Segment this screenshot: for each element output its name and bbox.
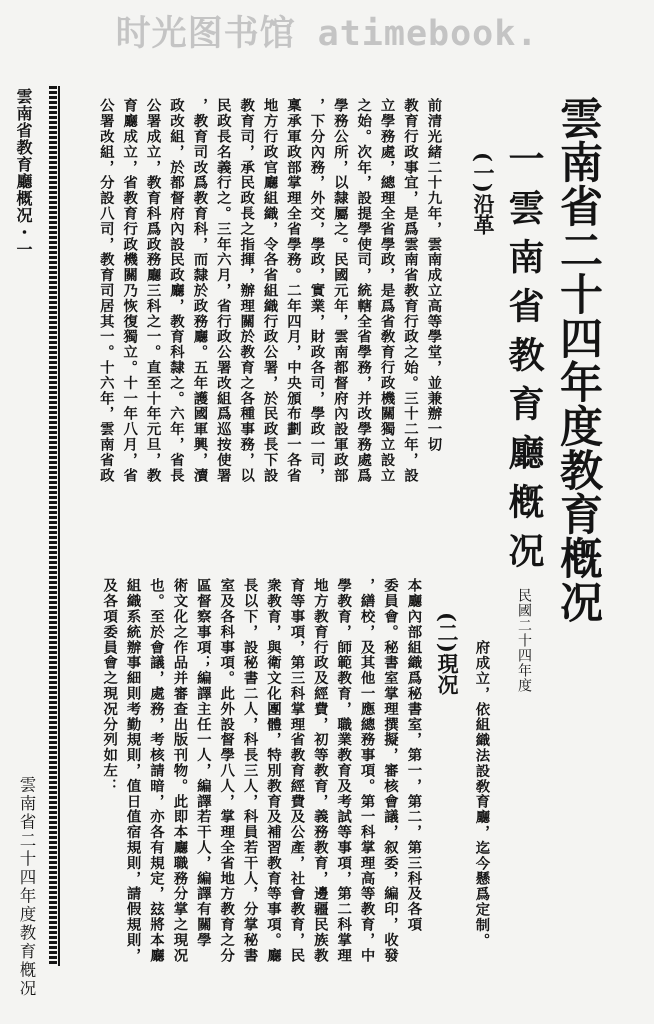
text-column: 公署改組，分設八司，教育司居其一。十六年，雲南省政 — [97, 98, 115, 483]
section-heading-history: (一)沿革 — [471, 152, 496, 235]
footer-text: 雲南省二十四年度教育槪况 — [17, 776, 36, 998]
text-column: ，繕校，及其他一應總務事項。第一科掌理高等教育，中 — [358, 578, 376, 963]
text-column: 之始。次年，設提學使司，統轄全省學務，并改學務處爲 — [355, 98, 373, 483]
text-column: 教育司，承民政長之指揮，辦理關於教育之各種事務，以 — [238, 98, 256, 483]
text-column: 及各項委員會之現况分列如左： — [101, 578, 119, 794]
text-column: 本廳內部組織爲秘書室，第一，第二，第三科及各項 — [405, 578, 423, 933]
text-column: 委員會。秘書室掌理撰擬，審核會議，叙委，編印，收發 — [382, 578, 399, 963]
text-column: 術文化之作品并審查出版刊物。此即本廳職務分掌之現况 — [171, 578, 189, 963]
text-column: 組織系統辦事細則考勤規則，值日值宿規則，請假規則， — [124, 578, 142, 963]
watermark: 时光图书馆 atimebook. — [115, 14, 539, 54]
text-column: 學教育，師範教育，職業教育及考試等事項，第二科掌理 — [335, 578, 353, 963]
margin-rule — [49, 86, 57, 966]
text-column: 育廳成立，省教育行政機關乃恢復獨立。十一年八月，省 — [121, 98, 139, 483]
section-heading-current: (二)現况 — [435, 612, 460, 695]
page-title: 雲南省二十四年度教育槪况 — [553, 96, 603, 624]
text-column: ，下分內務，外交，學政，實業，財政各司，學政一司， — [308, 98, 326, 483]
text-column: 長以下，設秘書二人，科長三人，科員若干人，分掌秘書 — [241, 578, 259, 963]
text-column: 民政長名義行之。三年六月，省行政公署改組爲巡按使署 — [214, 98, 232, 483]
text-column: 稟承軍政部掌理全省學務。二年四月，中央頒布劃一各省 — [285, 98, 302, 483]
text-column: 府成立，依組織法設敎育廳，迄今懸爲定制。 — [473, 640, 491, 948]
text-column: 立學務處，總理全省學政，是爲省敎育行政機關獨立設立 — [378, 98, 396, 483]
text-column: 地方行政官廳組織，令各省組織行政公署，於民政長下設 — [261, 98, 279, 483]
text-column: 育等事項，第三科掌理省教育經費及公產，社會教育，民 — [288, 578, 306, 963]
margin-rule-line — [58, 86, 60, 966]
text-column: 教育行政事宜，是爲雲南省教育行政之始。三十二年，設 — [402, 98, 419, 483]
text-column: ，教育司改爲教育科，而隸於政務廳。五年護國軍興，瀆 — [191, 98, 209, 483]
text-column: 也。至於會議，處務，考核請暗，亦各有規定，玆將本廳 — [148, 578, 165, 963]
running-head: 雲南省教育廳概况・一 — [14, 88, 33, 258]
text-column: 公署成立，教育科爲政務廳三科之一。直至十年元旦，教 — [144, 98, 162, 483]
text-column: 前清光緒二十九年，雲南成立高等學堂，並兼辦一切 — [425, 98, 443, 453]
text-column: 政改組，於都督府內設民政廳，教育科隸之。六年，省長 — [168, 98, 185, 483]
subtitle-year: 民國二十四年度 — [516, 588, 532, 693]
text-column: 地方教育行政及經費，初等教育，義務教育，邊疆民族教 — [311, 578, 329, 963]
text-column: 學務公所，以隸屬之。民國元年，雲南都督府內設軍政部 — [331, 98, 349, 483]
text-column: 區督察事項；編譯主任一人，編譯若干人，編譯有關學 — [194, 578, 212, 948]
chapter-title: 一雲南省教育廳槪况 — [503, 140, 545, 581]
text-column: 室及各科事項。此外設督學八人，掌理全省地方教育之分 — [218, 578, 236, 963]
text-column: 衆教育，與衛文化團體，特別教育及補習教育等事項。廳 — [265, 578, 282, 963]
